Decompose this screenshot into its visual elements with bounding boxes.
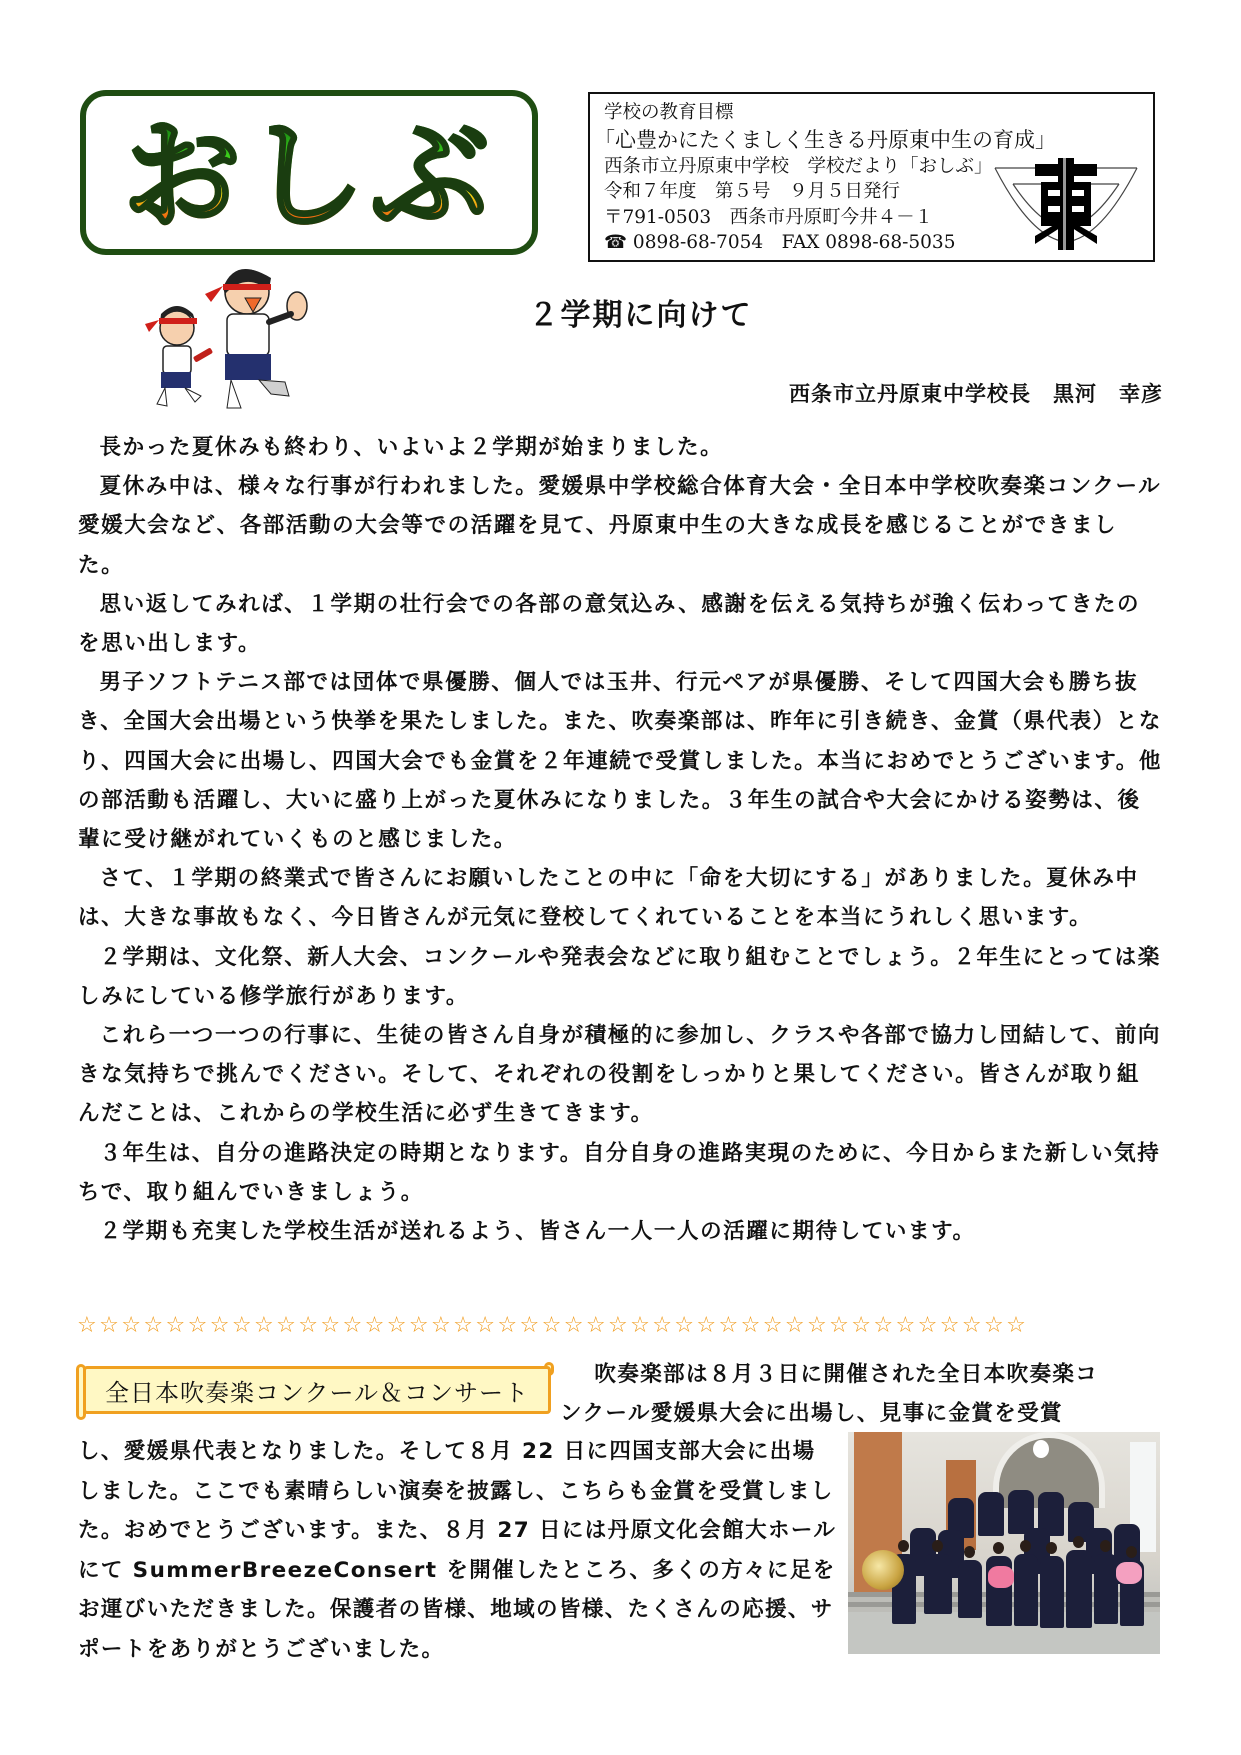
article-paragraph: ２学期は、文化祭、新人大会、コンクールや発表会などに取り組むことでしょう。２年生にとっては楽しみにしている修学旅行があります。 [78, 944, 1161, 1009]
star-divider: ☆☆☆☆☆☆☆☆☆☆☆☆☆☆☆☆☆☆☆☆☆☆☆☆☆☆☆☆☆☆☆☆☆☆☆☆☆☆☆☆☆☆☆ [77, 1313, 1029, 1338]
article-paragraph: 夏休み中は、様々な行事が行われました。愛媛県中学校総合体育大会・全日本中学校吹奏楽コンクール愛媛大会など、各部活動の大会等での活躍を見て、丹原東中生の大きな成長を感じることができました。 [78, 474, 1162, 578]
article-paragraph: 長かった夏休みも終わり、いよいよ２学期が始まりました。 [99, 435, 724, 460]
section-heading: 全日本吹奏楽コンクール＆コンサート [83, 1366, 551, 1414]
school-emblem-icon [991, 158, 1141, 250]
article-paragraph: 思い返してみれば、１学期の壮行会での各部の意気込み、感謝を伝える気持ちが強く伝わってきたのを思い出します。 [78, 591, 1141, 657]
scroll-curl-icon [76, 1364, 86, 1420]
goal-text: 「心豊かにたくましく生きる丹原東中生の育成」 [594, 127, 1056, 152]
band-intro [560, 1355, 1160, 1433]
phone-fax: ☎ 0898-68-7054 FAX 0898-68-5035 [604, 232, 956, 253]
masthead-info-box [588, 92, 1155, 262]
publisher: 西条市立丹原東中学校 学校だより「おしぶ」 [604, 155, 993, 177]
issue-info: 令和７年度 第５号 ９月５日発行 [604, 181, 901, 202]
article-author: 西条市立丹原東中学校長 黒河 幸彦 [789, 382, 1163, 406]
band-intro-line: 吹奏楽部は８月３日に開催された全日本吹奏楽コ [594, 1362, 1099, 1387]
brass-band-group-photo [848, 1432, 1160, 1654]
article-paragraph: ２学期も充実した学校生活が送れるよう、皆さん一人一人の活躍に期待しています。 [99, 1219, 976, 1245]
article-paragraph: これら一つ一つの行事に、生徒の皆さん自身が積極的に参加し、クラスや各部で協力し団結して、前向きな気持ちで挑んでください。そして、それぞれの役割をしっかりと果してください。皆さんが取り組んだことは、これからの学校生活に必ず生きてきます。 [78, 1023, 1162, 1127]
address: 〒791-0503 西条市丹原町今井４－１ [604, 206, 934, 228]
relay-runners-illustration [135, 262, 345, 412]
band-body: し、愛媛県代表となりました。そして８月 22 日に四国支部大会に出場しました。ここでも素晴らしい演奏を披露し、こちらも金賞を受賞しました。おめでとうございます。また、８月 27 日には丹原文化会館大ホールにて SummerBreezeConsert を開催したところ、多くの方々に足をお運びいただきました。保護者の皆様、地域の皆様、たくさんの応援、サポートをありがとうございました。 [78, 1439, 837, 1662]
article-paragraph: 男子ソフトテニス部では団体で県優勝、個人では玉井、行元ペアが県優勝、そして四国大会も勝ち抜き、全国大会出場という快挙を果たしました。また、吹奏楽部は、昨年に引き続き、金賞（県代表）となり、四国大会に出場し、四国大会でも金賞を２年連続で受賞しました。本当におめでとうございます。他の部活動も活躍し、大いに盛り上がった夏休みになりました。３年生の試合や大会にかける姿勢は、後輩に受け継がれていくものと感じました。 [78, 670, 1162, 853]
logo-text: おしぶ [122, 106, 495, 245]
goal-label: 学校の教育目標 [604, 102, 734, 123]
article-paragraph: さて、１学期の終業式で皆さんにお願いしたことの中に「命を大切にする」がありました。夏休み中は、大きな事故もなく、今日皆さんが元気に登校してくれていることを本当にうれしく思います。 [78, 866, 1139, 931]
band-intro-line: ンクール愛媛県大会に出場し、見事に金賞を受賞 [560, 1401, 1063, 1426]
newsletter-logo [80, 90, 538, 255]
article-title [0, 290, 1241, 334]
section-heading-scroll [75, 1362, 555, 1420]
article-paragraph: ３年生は、自分の進路決定の時期となります。自分自身の進路実現のために、今日からまた新しい気持ちで、取り組んでいきましょう。 [78, 1140, 1161, 1205]
article-title-text: ２学期に向けて [528, 298, 753, 333]
article-body [78, 428, 1163, 1251]
